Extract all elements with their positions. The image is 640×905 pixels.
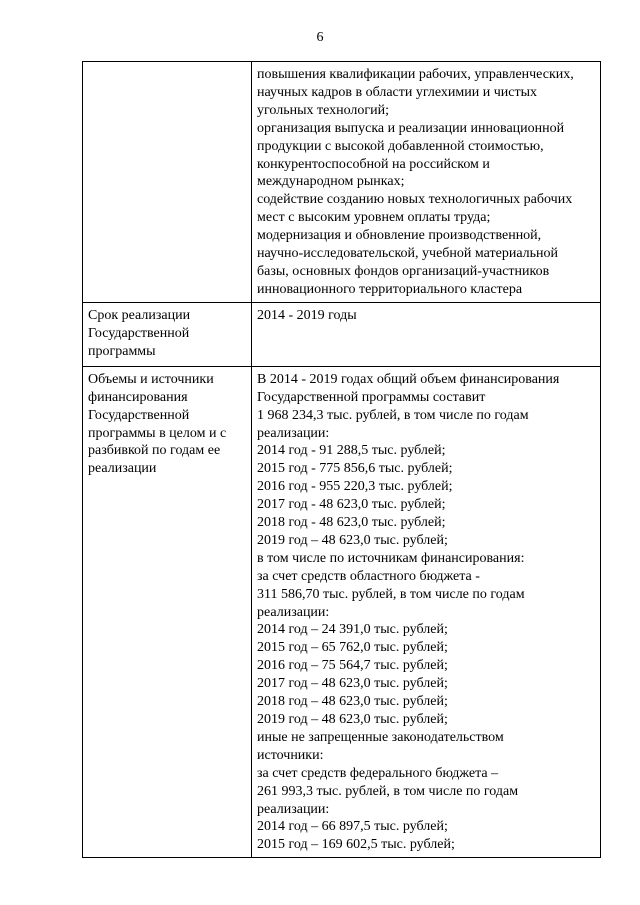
text-line: модернизация и обновление производственной,	[257, 228, 542, 244]
text-line: конкурентоспособной на российском и	[257, 156, 490, 172]
text-line: 2019 год – 48 623,0 тыс. рублей;	[257, 532, 448, 548]
text-line: 2014 год – 24 391,0 тыс. рублей;	[257, 622, 448, 638]
text-line: 2016 год - 955 220,3 тыс. рублей;	[257, 479, 453, 495]
text-line: 2014 - 2019 годы	[257, 307, 357, 323]
text-line: в том числе по источникам финансирования:	[257, 550, 525, 566]
passport-table	[82, 61, 601, 858]
text-line: научных кадров в области углехимии и чистых	[257, 84, 538, 100]
row-label-cell	[83, 62, 252, 303]
text-line: 2017 год – 48 623,0 тыс. рублей;	[257, 676, 448, 692]
text-line: за счет средств федерального бюджета –	[257, 765, 499, 781]
table-row	[83, 62, 601, 303]
text-line: 2017 год - 48 623,0 тыс. рублей;	[257, 497, 446, 513]
text-line: продукции с высокой добавленной стоимостью,	[257, 138, 544, 154]
text-line: реализации:	[257, 425, 330, 441]
text-line: программы	[88, 343, 156, 359]
table-row	[83, 366, 601, 857]
text-line: 2015 год – 65 762,0 тыс. рублей;	[257, 640, 448, 656]
text-line: 2019 год – 48 623,0 тыс. рублей;	[257, 712, 448, 727]
text-line: 2018 год - 48 623,0 тыс. рублей;	[257, 515, 446, 531]
text-line: Срок реализации	[88, 307, 191, 323]
row-content-cell	[252, 366, 601, 857]
text-line: 2016 год – 75 564,7 тыс. рублей;	[257, 658, 448, 674]
row-label-cell	[83, 302, 252, 366]
text-line: инновационного территориального кластера	[257, 281, 523, 297]
text-line: за счет средств областного бюджета -	[257, 568, 480, 584]
text-line: международном рынках;	[257, 174, 405, 190]
text-line: организация выпуска и реализации инновационной	[257, 120, 565, 136]
text-line: мест с высоким уровнем оплаты труда;	[257, 210, 491, 226]
text-line: угольных технологий;	[257, 102, 390, 118]
page-number: 6	[316, 30, 324, 45]
text-line: Государственной программы составит	[257, 389, 486, 405]
table-row	[83, 302, 601, 366]
text-line: Государственной	[88, 407, 190, 423]
text-line: содействие созданию новых технологичных рабочих	[257, 192, 573, 208]
text-line: 2014 год – 66 897,5 тыс. рублей;	[257, 819, 448, 835]
text-line: Государственной	[88, 325, 190, 341]
text-line: финансирования	[88, 389, 188, 405]
text-line: 2015 год – 169 602,5 тыс. рублей;	[257, 837, 455, 853]
text-line: 1 968 234,3 тыс. рублей, в том числе по годам	[257, 407, 529, 423]
text-line: Объемы и источники	[88, 371, 214, 387]
text-line: 311 586,70 тыс. рублей, в том числе по годам	[257, 586, 525, 602]
text-line: научно-исследовательской, учебной материальной	[257, 246, 559, 262]
text-line: повышения квалификации рабочих, управленческих,	[257, 67, 574, 82]
row-label-cell	[83, 366, 252, 857]
text-line: реализации:	[257, 604, 330, 620]
text-line: В 2014 - 2019 годах общий объем финансирования	[257, 371, 560, 387]
text-line: 261 993,3 тыс. рублей, в том числе по годам	[257, 783, 519, 799]
text-line: реализации	[88, 461, 157, 477]
row-content-cell	[252, 302, 601, 366]
text-line: разбивкой по годам ее	[88, 443, 221, 459]
row-content-cell	[252, 62, 601, 303]
text-line: реализации:	[257, 801, 330, 817]
text-line: 2018 год – 48 623,0 тыс. рублей;	[257, 694, 448, 710]
text-line: 2014 год - 91 288,5 тыс. рублей;	[257, 443, 446, 459]
text-line: 2015 год - 775 856,6 тыс. рублей;	[257, 461, 453, 477]
text-line: программы в целом и с	[88, 425, 227, 441]
text-line: источники:	[257, 747, 324, 763]
text-line: базы, основных фондов организаций-участников	[257, 263, 550, 279]
text-line: иные не запрещенные законодательством	[257, 729, 504, 745]
